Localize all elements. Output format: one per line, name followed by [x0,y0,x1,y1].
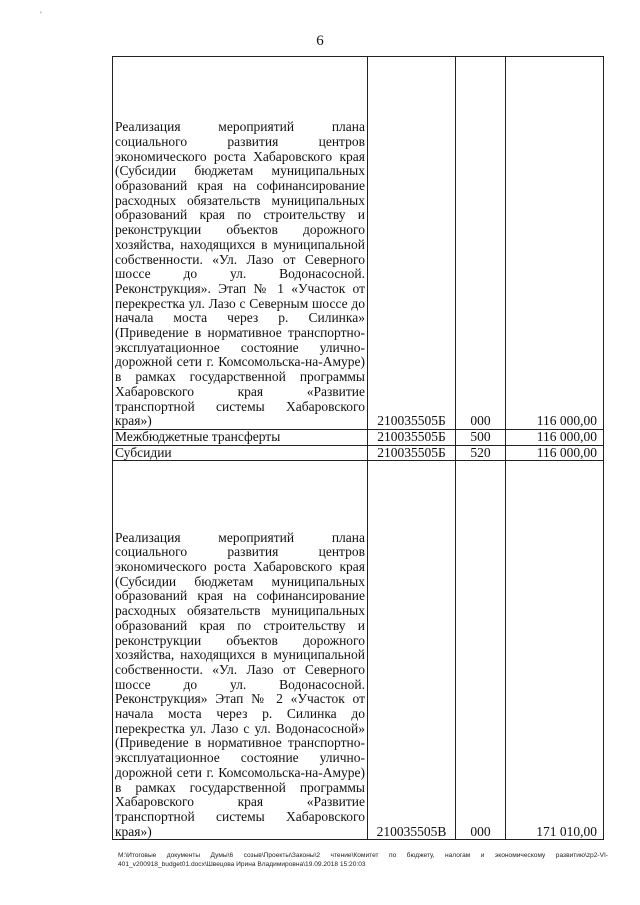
item-sum: 171 010,00 [506,461,604,840]
item-type: 500 [456,430,506,446]
item-code: 210035505Б [368,430,456,446]
item-code: 210035505Б [368,445,456,461]
item-sum: 116 000,00 [506,430,604,446]
item-type: 520 [456,445,506,461]
item-code: 210035505В [368,461,456,840]
item-code: 210035505Б [368,57,456,430]
file-path-footer: M:\Итоговые документы Думы\6 созыв\Проекты\Законы\2 чтение\Комитет по бюджету, налогам и экономическому развитию\zp2-VI-401_v200918_budget01.docx\Швецова Ирина Владимировна\19.09.2018 15:20:03 [118,852,608,868]
item-sum: 116 000,00 [506,57,604,430]
table-row [113,461,604,840]
table-row [113,445,604,461]
table-row [113,57,604,430]
corner-mark: ' [40,10,42,20]
item-type: 000 [456,57,506,430]
table-row [113,430,604,446]
item-name: Реализация мероприятий плана социального развития центров экономического роста Хабаровского края (Субсидии бюджетам муниципальных образований края на софинансирование расходных обязательств муниципальных образований края по строительству и реконструкции объектов дорожного хозяйства, находящихся в муниципальной собственности. «Ул. Лазо от Северного шоссе до ул. Водонасосной. Реконструкция». Этап № 1 «Участок от перекрестка ул. Лазо с Северным шоссе до начала моста через р. Силинка» (Приведение в нормативное транспортно-эксплуатационное состояние улично-дорожной сети г. Комсомольска-на-Амуре) в рамках государственной программы Хабаровского края «Развитие транспортной системы Хабаровского края») [113,57,368,430]
item-name: Субсидии [113,445,368,461]
budget-table [112,56,604,840]
item-type: 000 [456,461,506,840]
item-name: Межбюджетные трансферты [113,430,368,446]
item-name: Реализация мероприятий плана социального развития центров экономического роста Хабаровского края (Субсидии бюджетам муниципальных образований края на софинансирование расходных обязательств муниципальных образований края по строительству и реконструкции объектов дорожного хозяйства, находящихся в муниципальной собственности. «Ул. Лазо от Северного шоссе до ул. Водонасосной. Реконструкция» Этап № 2 «Участок от начала моста через р. Силинка до перекрестка ул. Лазо с ул. Водонасосной» (Приведение в нормативное транспортно-эксплуатационное состояние улично-дорожной сети г. Комсомольска-на-Амуре) в рамках государственной программы Хабаровского края «Развитие транспортной системы Хабаровского края») [113,461,368,840]
item-sum: 116 000,00 [506,445,604,461]
page-number: 6 [316,33,324,49]
